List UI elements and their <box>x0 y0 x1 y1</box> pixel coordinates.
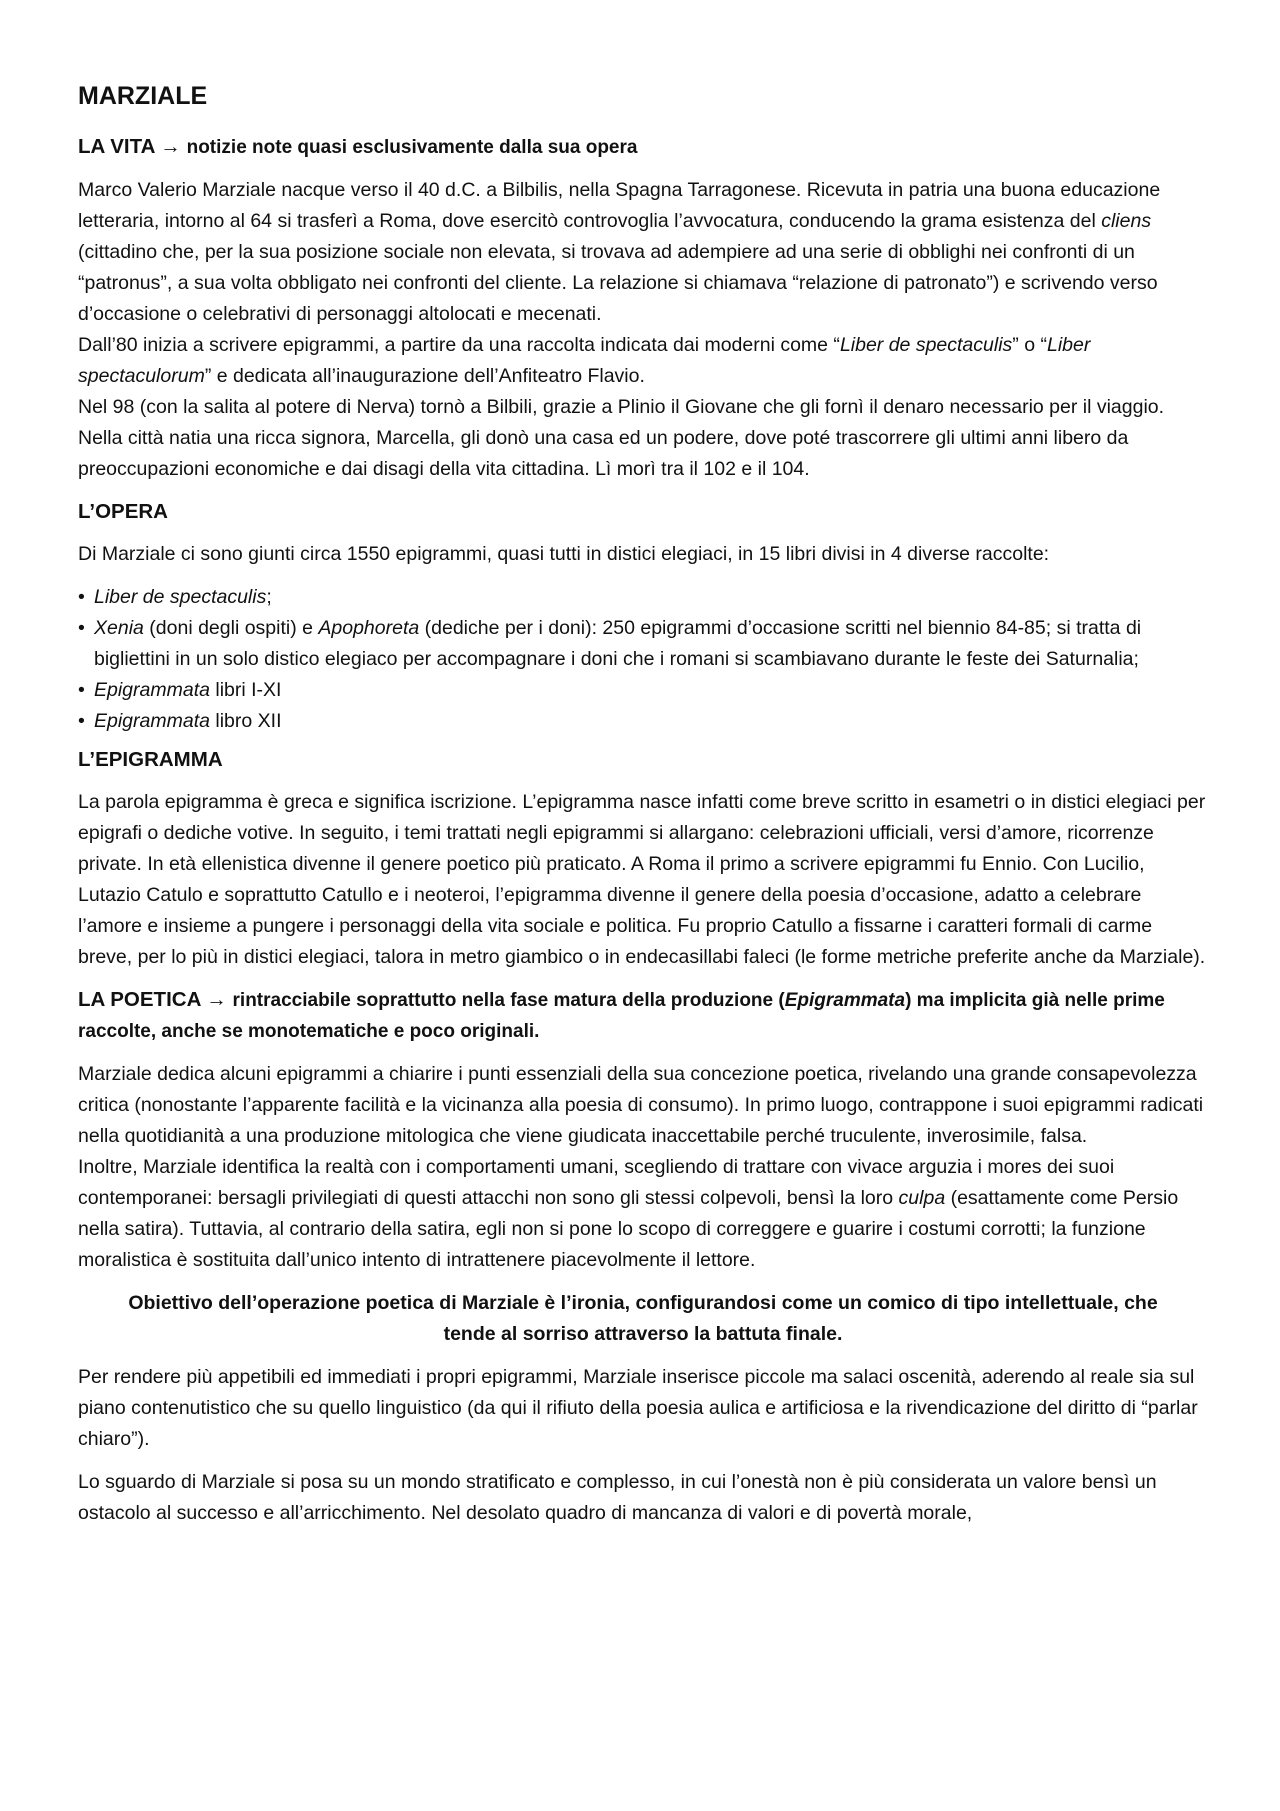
list-item: • Xenia (doni degli ospiti) e Apophoreta (dediche per i doni): 250 epigrammi d’occasione scritti nel biennio 84-85; si tratta di bigliettini in un solo distico elegiaco per accompagnare i doni che i romani si scambiavano durante le feste dei Saturnalia; <box>78 613 1208 675</box>
bullet-icon: • <box>78 586 85 608</box>
paragraph: Inoltre, Marziale identifica la realtà con i comportamenti umani, scegliendo di trattare con vivace arguzia i mores dei suoi contemporanei: bersagli privilegiati di questi attacchi non sono gli stessi colpevoli, bensì la loro culpa (esattamente come Persio nella satira). Tuttavia, al contrario della satira, egli non si pone lo scopo di correggere e guarire i costumi corrotti; la funzione moralistica è sostituita dall’unico intento di intrattenere piacevolmente il lettore. <box>78 1156 1179 1271</box>
vita-body <box>78 175 1208 485</box>
section-heading-vita: LA VITA → notizie note quasi esclusivamente dalla sua opera <box>78 135 638 158</box>
list-item: • Liber de spectaculis; <box>78 582 1208 613</box>
arrow-icon: → <box>206 988 227 1011</box>
bullet-icon: • <box>78 617 85 639</box>
paragraph: Lo sguardo di Marziale si posa su un mondo stratificato e complesso, in cui l’onestà non è più considerata un valore bensì un ostacolo al successo e all’arricchimento. Nel desolato quadro di mancanza di valori e di povertà morale, <box>78 1471 1157 1524</box>
section-heading-opera: L’OPERA <box>78 500 168 523</box>
paragraph: Dall’80 inizia a scrivere epigrammi, a partire da una raccolta indicata dai moderni come “Liber de spectaculis” o “Liber spectaculorum” e dedicata all’inaugurazione dell’Anfiteatro Flavio. <box>78 334 1091 387</box>
paragraph: Di Marziale ci sono giunti circa 1550 epigrammi, quasi tutti in distici elegiaci, in 15 libri divisi in 4 diverse raccolte: <box>78 543 1050 565</box>
paragraph: La parola epigramma è greca e significa iscrizione. L’epigramma nasce infatti come breve scritto in esametri o in distici elegiaci per epigrafi o dediche votive. In seguito, i temi trattati negli epigrammi si allargano: celebrazioni ufficiali, versi d’amore, ricorrenze private. In età ellenistica divenne il genere poetico più praticato. A Roma il primo a scrivere epigrammi fu Ennio. Con Lucilio, Lutazio Catulo e soprattutto Catullo e i neoteroi, l’epigramma divenne il genere della poesia d’occasione, adatto a celebrare l’amore e insieme a pungere i personaggi della vita sociale e politica. Fu proprio Catullo a fissarne i caratteri formali di carme breve, per lo più in distici elegiaci, talora in metro giambico o in endecasillabi faleci (le forme metriche preferite anche da Marziale). <box>78 791 1206 968</box>
highlight-statement: Obiettivo dell’operazione poetica di Marziale è l’ironia, configurandosi come un comico di tipo intellettuale, che tende al sorriso attraverso la battuta finale. <box>128 1292 1158 1345</box>
poetica-body <box>78 1059 1208 1276</box>
section-heading-epigramma: L’EPIGRAMMA <box>78 748 223 771</box>
document-page <box>78 80 1208 1541</box>
paragraph: Marziale dedica alcuni epigrammi a chiarire i punti essenziali della sua concezione poetica, rivelando una grande consapevolezza critica (nonostante l’apparente facilità e la vicinanza alla poesia di consumo). In primo luogo, contrappone i suoi epigrammi radicati nella quotidianità a una produzione mitologica che viene giudicata inaccettabile perché truculente, inverosimile, falsa. <box>78 1063 1204 1147</box>
paragraph: Marco Valerio Marziale nacque verso il 40 d.C. a Bilbilis, nella Spagna Tarragonese. Ricevuta in patria una buona educazione letteraria, intorno al 64 si trasferì a Roma, dove esercitò controvoglia l’avvocatura, conducendo la grama esistenza del cliens (cittadino che, per la sua posizione sociale non elevata, si trovava ad adempiere ad una serie di obblighi nei confronti di un “patronus”, a sua volta obbligato nei confronti del cliente. La relazione si chiamava “relazione di patronato”) e scrivendo verso d’occasione o celebrativi di personaggi altolocati e mecenati. <box>78 179 1161 325</box>
list-item: • Epigrammata libro XII <box>78 706 1208 737</box>
arrow-icon: → <box>160 135 181 158</box>
bullet-icon: • <box>78 710 85 732</box>
list-item: • Epigrammata libri I-XI <box>78 675 1208 706</box>
paragraph: Per rendere più appetibili ed immediati i propri epigrammi, Marziale inserisce piccole ma salaci oscenità, aderendo al reale sia sul piano contenutistico che su quello linguistico (da qui il rifiuto della poesia aulica e artificiosa e la rivendicazione del diritto di “parlar chiaro”). <box>78 1366 1198 1450</box>
page-title: MARZIALE <box>78 82 208 110</box>
bullet-icon: • <box>78 679 85 701</box>
works-list <box>78 582 1208 737</box>
paragraph: Nel 98 (con la salita al potere di Nerva) tornò a Bilbili, grazie a Plinio il Giovane che gli fornì il denaro necessario per il viaggio. Nella città natia una ricca signora, Marcella, gli donò una casa ed un podere, dove poté trascorrere gli ultimi anni libero da preoccupazioni economiche e dai disagi della vita cittadina. Lì morì tra il 102 e il 104. <box>78 396 1165 480</box>
section-heading-poetica: LA POETICA → rintracciabile soprattutto nella fase matura della produzione (Epigrammata) ma implicita già nelle prime raccolte, anche se monotematiche e poco originali. <box>78 988 1165 1042</box>
